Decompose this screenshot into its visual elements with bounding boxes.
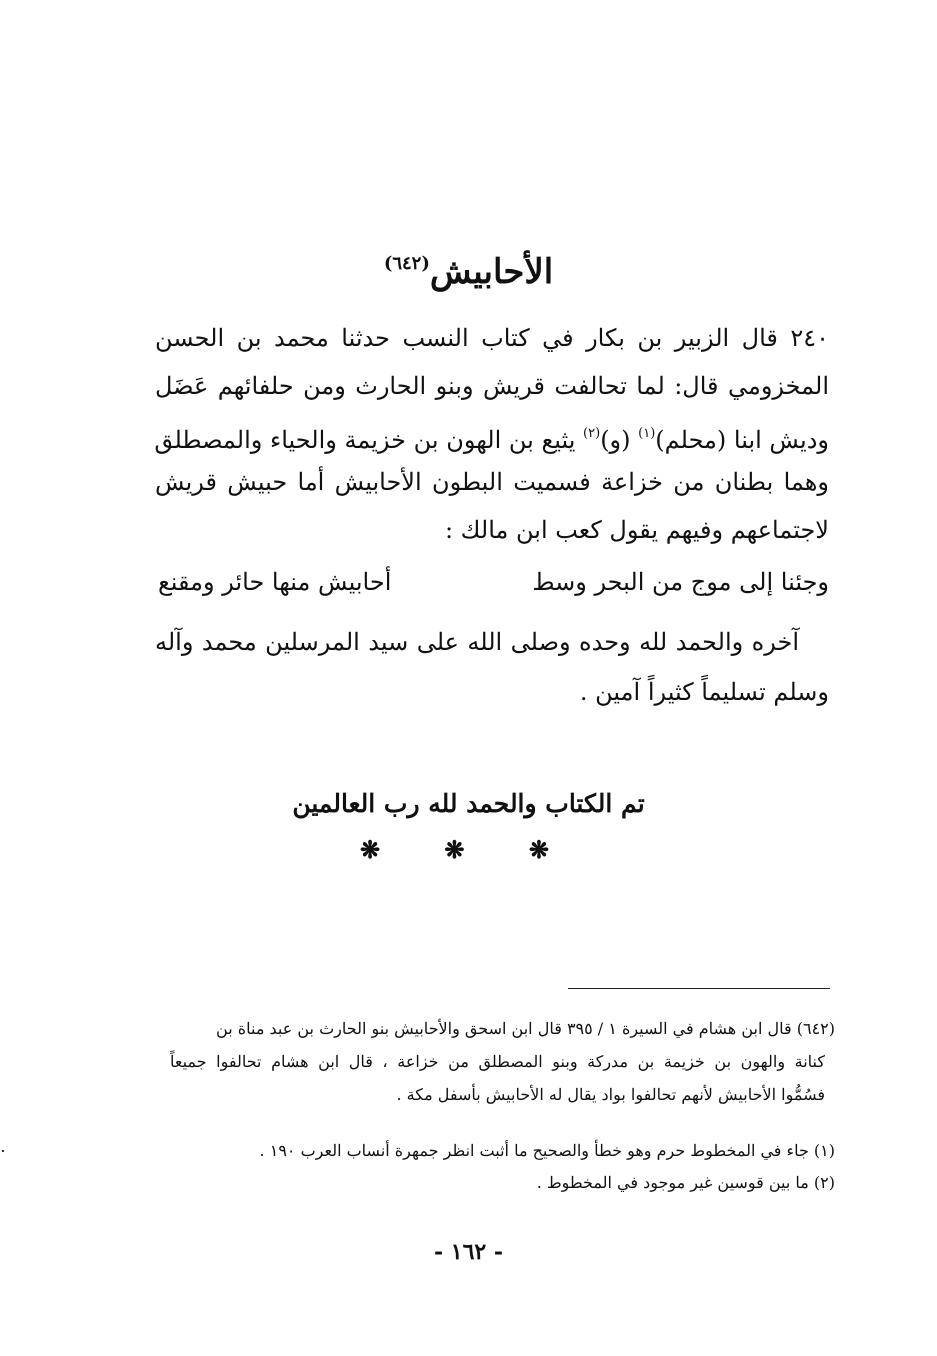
colophon-text: تم الكتاب والحمد لله رب العالمين bbox=[292, 789, 645, 818]
body-line-3-end: يثيع بن الهون بن خزيمة والحياء والمصطلق bbox=[154, 426, 584, 454]
footnote-2: (٢) ما بين قوسين غير موجود في المخطوط . bbox=[536, 1173, 835, 1192]
footnote-1: (١) جاء في المخطوط حرم وهو خطأ والصحيح ما أثبت انظر جمهرة أنساب العرب ١٩٠ . bbox=[259, 1141, 835, 1160]
page-number: - ١٦٢ - bbox=[433, 1239, 504, 1265]
verse-hemistich-2: أحابيش منها حائر ومقنع bbox=[158, 568, 392, 596]
body-line-5: لاجتماعهم وفيهم يقول كعب ابن مالك : bbox=[444, 516, 829, 544]
heading-footnote-ref: (٦٤٢) bbox=[383, 253, 430, 274]
section-heading bbox=[0, 238, 937, 298]
closing-line-2: وسلم تسليماً كثيراً آمين . bbox=[579, 678, 829, 706]
verse-hemistich-1: وجئنا إلى موج من البحر وسط bbox=[532, 568, 829, 596]
body-line-3 bbox=[155, 414, 829, 460]
body-line-3-start: وديش ابنا (محلم) bbox=[655, 426, 829, 454]
closing-line-1: آخره والحمد لله وحده وصلى الله على سيد المرسلين محمد وآله bbox=[155, 628, 799, 656]
ornament-stars: ❋ ❋ ❋ bbox=[359, 835, 578, 864]
footnote-separator bbox=[568, 988, 830, 989]
body-line-3-mid: (و) bbox=[600, 426, 639, 454]
footnote-ref-2: (٢) bbox=[583, 426, 601, 441]
footnote-642-line-2: كنانة والهون بن خزيمة بن مدركة وبنو المصطلق من خزاعة ، قال ابن هشام تحالفوا جميعاً bbox=[170, 1052, 825, 1071]
footnote-ref-1: (١) bbox=[638, 426, 656, 441]
body-line-2: المخزومي قال: لما تحالفت قريش وبنو الحارث ومن حلفائهم عَضَل bbox=[155, 372, 829, 400]
body-line-4: وهما بطنان من خزاعة فسميت البطون الأحابيش أما حبيش قريش bbox=[155, 468, 829, 496]
body-line-1: ٢٤٠ قال الزبير بن بكار في كتاب النسب حدثنا محمد بن الحسن bbox=[155, 324, 829, 352]
scan-speck bbox=[2, 1150, 4, 1152]
footnote-642-line-1: (٦٤٢) قال ابن هشام في السيرة ١ / ٣٩٥ قال ابن اسحق والأحابيش بنو الحارث بن عبد مناة بن bbox=[216, 1019, 835, 1038]
heading-title: الأحابيش bbox=[429, 252, 554, 292]
poem-verse bbox=[158, 562, 829, 602]
footnote-642-line-3: فسُمُّوا الأحابيش لأنهم تحالفوا بواد يقال له الأحابيش بأسفل مكة . bbox=[396, 1085, 825, 1104]
